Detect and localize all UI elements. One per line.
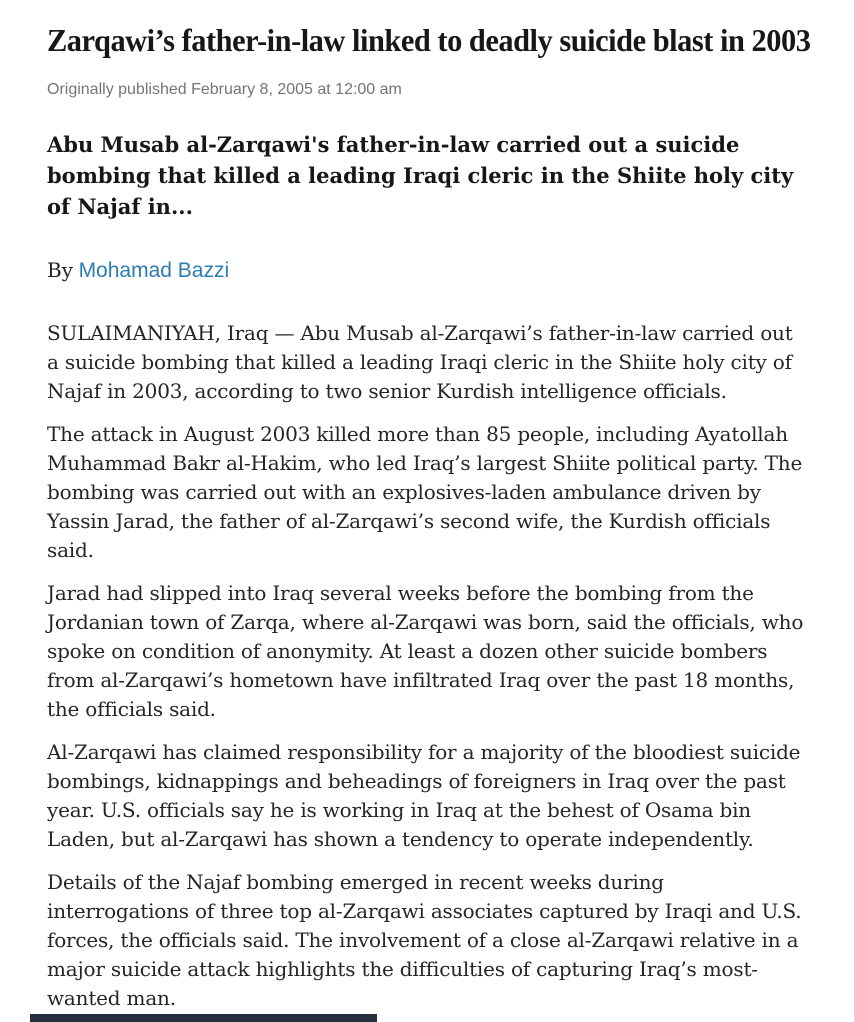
byline-prefix: By [47, 257, 73, 282]
publish-date: Originally published February 8, 2005 at 12:00 am [47, 80, 402, 98]
article-paragraph: The attack in August 2003 killed more than 85 people, including Ayatollah Muhammad Bakr al-Hakim, who led Iraq’s largest Shiite political party. The bombing was carried out with an explosives-laden ambulance driven by Yassin Jarad, the father of al-Zarqawi’s second wife, the Kurdish officials said. [47, 421, 803, 562]
author-link[interactable]: Mohamad Bazzi [78, 258, 230, 282]
article-paragraph: Details of the Najaf bombing emerged in recent weeks during interrogations of three top al-Zarqawi associates captured by Iraqi and U.S. forces, the officials said. The involvement of a close al-Zarqawi relative in a major suicide attack highlights the difficulties of capturing Iraq’s most-wanted man. [47, 869, 802, 1010]
article-headline: Zarqawi’s father-in-law linked to deadly suicide blast in 2003 [47, 22, 811, 58]
footer-bar [30, 1014, 377, 1022]
article-body [47, 319, 810, 1013]
article-paragraph: Jarad had slipped into Iraq several weeks before the bombing from the Jordanian town of Zarqa, where al-Zarqawi was born, said the officials, who spoke on condition of anonymity. At least a dozen other suicide bombers from al-Zarqawi’s hometown have infiltrated Iraq over the past 18 months, the officials said. [47, 580, 804, 721]
article-paragraph: SULAIMANIYAH, Iraq — Abu Musab al-Zarqawi’s father-in-law carried out a suicide bombing that killed a leading Iraqi cleric in the Shiite holy city of Najaf in 2003, according to two senior Kurdish intelligence officials. [47, 320, 793, 403]
article-excerpt: Abu Musab al-Zarqawi's father-in-law carried out a suicide bombing that killed a leading Iraqi cleric in the Shiite holy city of Najaf in... [47, 131, 794, 219]
byline [47, 258, 810, 283]
article-paragraph: Al-Zarqawi has claimed responsibility for a majority of the bloodiest suicide bombings, kidnappings and beheadings of foreigners in Iraq over the past year. U.S. officials say he is working in Iraq at the behest of Osama bin Laden, but al-Zarqawi has shown a tendency to operate independently. [47, 739, 801, 851]
